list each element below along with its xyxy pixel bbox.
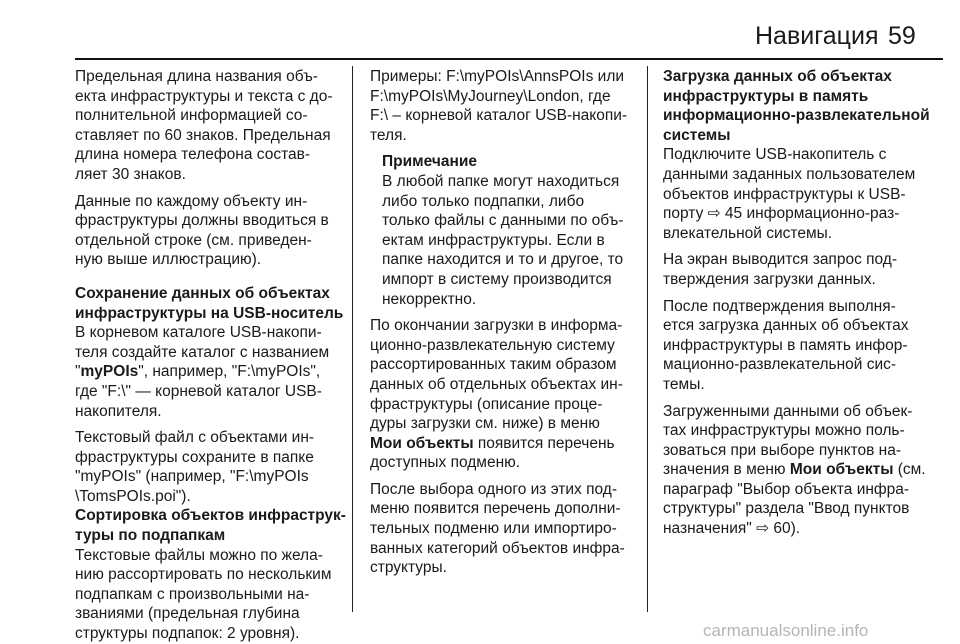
note-title: Примечание xyxy=(382,153,477,171)
page-header xyxy=(0,0,960,52)
paragraph: В корневом каталоге USB-накопи- теля создайте каталог с названием "myPOIs", например, "F:\myPOIs", где "F:\" — корневой каталог USB- накопителя. xyxy=(75,324,330,420)
page-ref-icon: ⇨ xyxy=(756,520,770,538)
paragraph: Данные по каждому объекту ин- фраструктуры должны вводиться в отдельной строке (см. приведен- ную выше иллюстрацию). xyxy=(75,192,329,269)
paragraph: Загруженными данными об объек- тах инфраструктуры можно поль- зоваться при выборе пунктов на- значения в меню Мои объекты (см. параграф "Выбор объекта инфра- структуры" раздела "Ввод пунктов назначения" ⇨ 60). xyxy=(663,402,926,538)
paragraph: После подтверждения выполня- ется загрузка данных об объектах инфраструктуры в память инфор- мационно-развлекательной сис- темы. xyxy=(663,297,909,393)
paragraph: После выбора одного из этих под- меню появится перечень дополни- тельных подменю или импортиро- ванных категорий объектов инфра- структуры. xyxy=(370,480,625,577)
section-heading: Сортировка объектов инфраструк- туры по подпапкам xyxy=(75,507,346,545)
page-number: 59 xyxy=(888,22,916,50)
paragraph: Предельная длина названия объ- екта инфраструктуры и текста с до- полнительной информацией со- ставляет по 60 знаков. Предельная длина номера телефона состав- ляет 30 знаков. xyxy=(75,68,333,183)
section-heading: Сохранение данных об объектах инфраструктуры на USB-носитель xyxy=(75,284,344,322)
note-text: В любой папке могут находиться либо только подпапки, либо только файлы с данными по объ- ектам инфраструктуры. Если в папке находится и то и другое, то импорт в систему производится некорректно. xyxy=(382,172,624,308)
paragraph: Текстовый файл с объектами ин- фраструктуры сохраните в папке "myPOIs" (например, "F:\myPOIs \TomsPOIs.poi"). xyxy=(75,429,315,505)
menu-name: Мои объекты xyxy=(789,461,894,479)
section-title: Навигация xyxy=(755,22,879,50)
column-3 xyxy=(663,67,940,539)
paragraph: Подключите USB-накопитель с данными заданных пользователем объектов инфраструктуры к USB- порту ⇨ 45 информационно-раз- влекательной системы. xyxy=(663,146,916,242)
paragraph: На экран выводится запрос под- тверждения загрузки данных. xyxy=(663,251,898,288)
page-ref-icon: ⇨ xyxy=(707,205,721,223)
paragraph: Примеры: F:\myPOIs\AnnsPOIs или F:\myPOIs\MyJourney\London, где F:\ – корневой каталог USB-накопи- теля. xyxy=(370,68,628,144)
note-box xyxy=(370,152,640,309)
header-rule xyxy=(75,58,943,60)
menu-name: Мои объекты xyxy=(370,434,474,452)
column-divider xyxy=(647,66,648,612)
column-1 xyxy=(75,67,346,644)
folder-name: myPOIs xyxy=(80,363,139,381)
paragraph: По окончании загрузки в информа- ционно-развлекательную систему рассортированных таким образом данных об отдельных объектах ин- фраструктуры (описание проце- дуры загрузки см. ниже) в меню Мои объекты появится перечень доступных подменю. xyxy=(370,317,623,472)
section-heading: Загрузка данных об объектах инфраструктуры в память информационно-развлекательной системы xyxy=(663,68,930,144)
column-2 xyxy=(370,67,640,578)
paragraph: Текстовые файлы можно по жела- нию рассортировать по нескольким подпапкам с произвольными на- званиями (предельная глубина структуры подпапок: 2 уровня). xyxy=(75,546,332,643)
watermark: carmanualsonline.info xyxy=(703,621,869,640)
column-divider xyxy=(352,66,353,612)
